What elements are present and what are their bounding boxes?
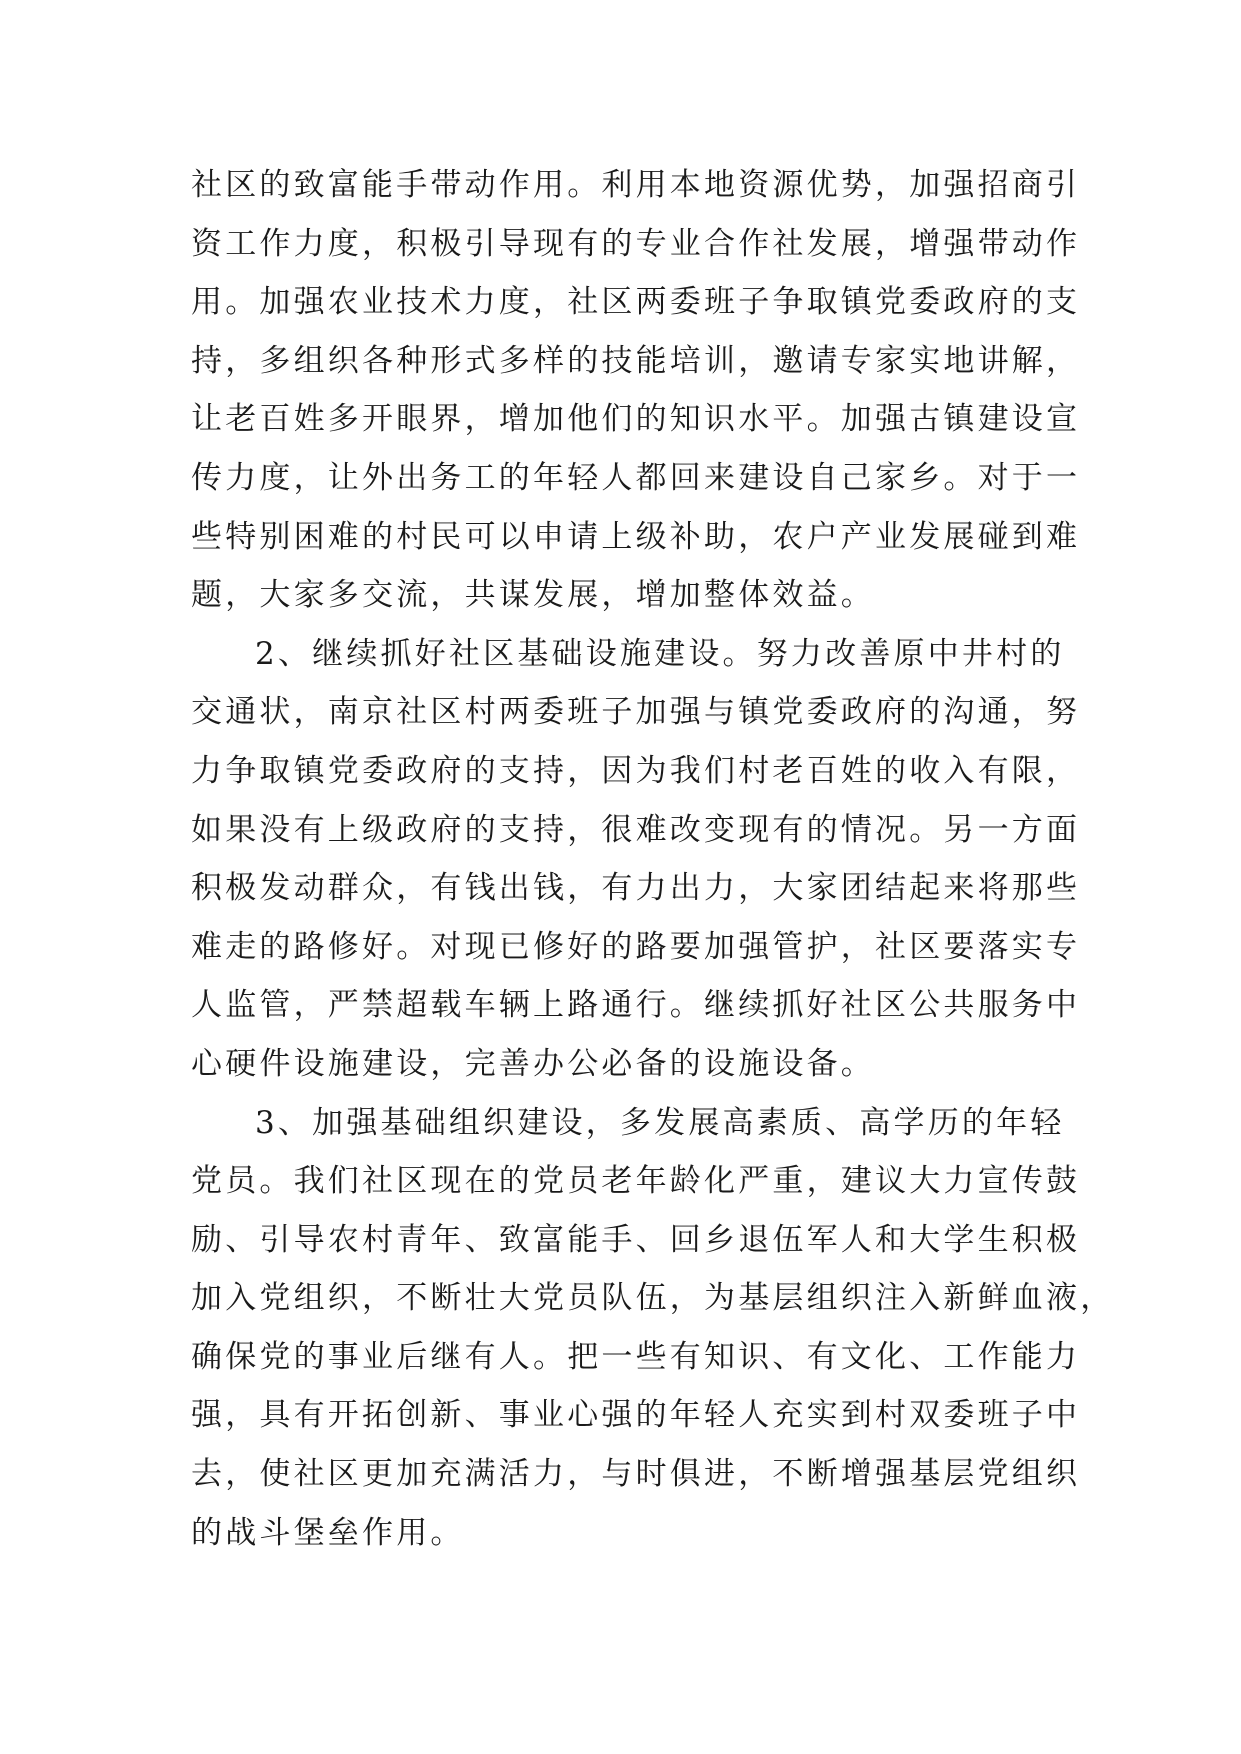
text-line: 让老百姓多开眼界，增加他们的知识水平。加强古镇建设宣: [191, 401, 1081, 438]
text-line: 确保党的事业后继有人。把一些有知识、有文化、工作能力: [191, 1338, 1081, 1375]
paragraph-3: [191, 1094, 1115, 1563]
text-line: 积极发动群众，有钱出钱，有力出力，大家团结起来将那些: [191, 870, 1081, 907]
text-line: 强，具有开拓创新、事业心强的年轻人充实到村双委班子中: [191, 1397, 1081, 1434]
text-line: 难走的路修好。对现已修好的路要加强管护，社区要落实专: [191, 928, 1081, 965]
text-line: 持，多组织各种形式多样的技能培训，邀请专家实地讲解，: [191, 342, 1081, 379]
text-line: 3、加强基础组织建设，多发展高素质、高学历的年轻: [255, 1104, 1065, 1141]
text-line: 社区的致富能手带动作用。利用本地资源优势，加强招商引: [191, 167, 1081, 203]
text-line: 如果没有上级政府的支持，很难改变现有的情况。另一方面: [191, 811, 1081, 848]
text-line: 用。加强农业技术力度，社区两委班子争取镇党委政府的支: [191, 284, 1081, 321]
text-line: 资工作力度，积极引导现有的专业合作社发展，增强带动作: [191, 225, 1081, 262]
text-line: 党员。我们社区现在的党员老年龄化严重，建议大力宣传鼓: [191, 1163, 1081, 1200]
text-line: 交通状，南京社区村两委班子加强与镇党委政府的沟通，努: [191, 694, 1081, 731]
text-line: 力争取镇党委政府的支持，因为我们村老百姓的收入有限，: [191, 752, 1081, 789]
paragraph-1: [191, 156, 1081, 625]
text-line: 加入党组织，不断壮大党员队伍，为基层组织注入新鲜血液，: [191, 1280, 1115, 1317]
text-line: 去，使社区更加充满活力，与时俱进，不断增强基层党组织: [191, 1456, 1081, 1493]
text-line: 题，大家多交流，共谋发展，增加整体效益。: [191, 577, 875, 614]
text-line: 励、引导农村青年、致富能手、回乡退伍军人和大学生积极: [191, 1221, 1081, 1258]
document-body: [191, 156, 1115, 1562]
text-line: 些特别困难的村民可以申请上级补助，农户产业发展碰到难: [191, 518, 1081, 555]
text-line: 的战斗堡垒作用。: [191, 1514, 465, 1551]
text-line: 2、继续抓好社区基础设施建设。努力改善原中井村的: [255, 635, 1065, 672]
text-line: 传力度，让外出务工的年轻人都回来建设自己家乡。对于一: [191, 459, 1081, 496]
text-line: 人监管，严禁超载车辆上路通行。继续抓好社区公共服务中: [191, 987, 1081, 1024]
paragraph-2: [191, 625, 1081, 1094]
text-line: 心硬件设施建设，完善办公必备的设施设备。: [191, 1045, 875, 1082]
